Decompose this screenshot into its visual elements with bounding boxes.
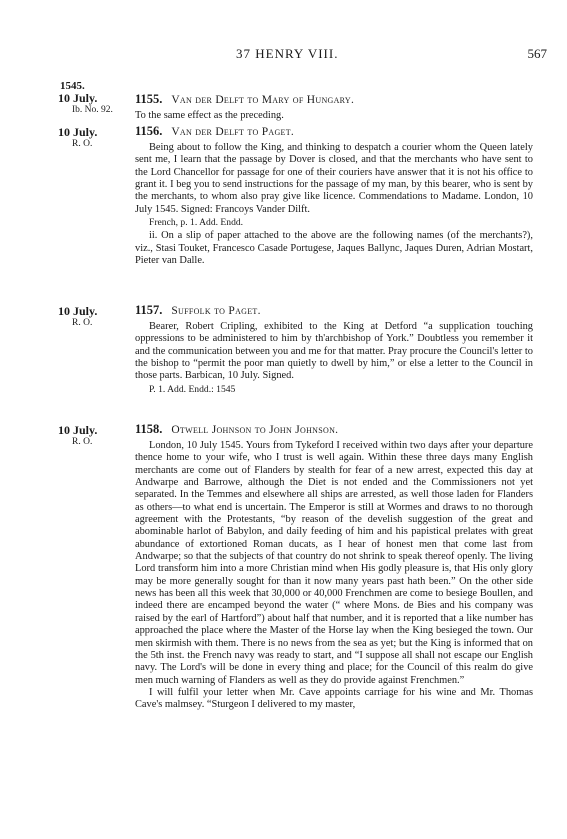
entry-paragraph: To the same effect as the preceding. <box>135 110 284 121</box>
margin-note-1158 <box>58 424 120 448</box>
running-header <box>0 46 567 62</box>
entry-paragraph: Being about to follow the King, and thinking to despatch a courier whom the Queen lately sent me, I learn that the passage by Dover is closed, and that the merchants who have sent to the Lord Chancellor for passage for one of their couriers have answer that it is not his office to grant it. I beg you to send instructions for the passage of my man, by this bearer, who is sent by the merchants, to whom also pray give like licence. Commendations to Madame. London, 10 July 1545. Signed: Francoys Vander Dilft. <box>135 142 533 215</box>
entry-note: P. 1. Add. Endd.: 1545 <box>149 383 236 395</box>
entry-1155 <box>135 92 533 122</box>
entry-1157 <box>135 303 533 397</box>
entry-number: 1156. <box>135 124 163 138</box>
entry-note: French, p. 1. Add. Endd. <box>149 217 244 229</box>
entry-number: 1157. <box>135 303 163 317</box>
margin-note-1155 <box>58 80 120 116</box>
margin-ref: R. O. <box>72 318 93 328</box>
entry-paragraph: Bearer, Robert Cripling, exhibited to the King at Detford “a supplication touching oppressions to be administered to him by th'archbishop of York.” Doubtless you remember it and the communication between you and me for that matter. Pray procure the Council's letter to the bishop to “permit the poor man quietly to dwell by him,” or else a letter to the Council in those parts. Barbican, 10 July. Signed. <box>135 321 533 382</box>
entry-heading <box>135 124 533 139</box>
entry-paragraph: I will fulfil your letter when Mr. Cave appoints carriage for his wine and Mr. Thomas Cave's malmsey. “Sturgeon I delivered to my master, <box>135 686 533 711</box>
entry-subparagraph: ii. On a slip of paper attached to the above are the following names (of the merchants?), viz., Stasi Touket, Francesco Casade Portugese, Jaques Ballync, Jaques Duren, Adrian Mostart, Pieter van Dalle. <box>135 230 533 267</box>
entry-number: 1155. <box>135 92 163 106</box>
entry-heading <box>135 92 533 107</box>
entry-heading <box>135 303 533 318</box>
entry-1158 <box>135 422 533 712</box>
margin-date: 10 July. <box>58 423 98 437</box>
margin-date: 10 July. <box>58 91 98 105</box>
entry-title: Otwell Johnson to John Johnson. <box>171 424 339 436</box>
entry-title: Van der Delft to Paget. <box>171 126 295 138</box>
margin-date: 10 July. <box>58 125 98 139</box>
margin-year: 1545. <box>60 80 85 92</box>
entry-paragraph: London, 10 July 1545. Yours from Tykeford I received within two days after your departure thence home to your wife, who I trust is well again. Within these three days many English merchants are come out of Flanders by stealth for fear of a new arrest, expected this day at Andwarpe and Barrowe, although the Diet is not ended and the Commissioners not yet separated. In the Temmes and elsewhere all ships are arrested, as well those laden for Flanders as others—to what end is uncertain. The Emperor is still at Wormes and draws to no thorough agreement with the Protestants, “by reason of the develish suggestion of the great and abominable harlot of Babylon, and daily feeding of him and his papistical prelates with great abundance of extortioned Roman ducats, as I hear of honest men that come last from Andwarpe; so that the subjects of that country do not shrink to speak thereof openly. The living Lord transform him into a more Christian mind when His godly pleasure is, that His only glory may be more generally sought for than it now many years past hath been.” On the other side news has been all this week that 30,000 or 40,000 Frenchmen are come to besiege Boullen, and indeed there are encamped beyond the water (“ where Mons. de Bies and his company was raised by the earl of Hartford”) about half that number, and it is reported that a like number has approached the place where the Master of the Horse lay when the King besieged the town. Our men skirmish with them. There is no news from the sea as yet; but the King is informed that on the 5th inst. the French navy was ready to start, and “I suppose all shall not escape our English navy. The Lord's will be done in every thing and place; for the Council of this realm do give men much warning of Flanders as well as they do provide against Frenchmen.” <box>135 440 533 686</box>
margin-ref: R. O. <box>72 139 93 149</box>
running-title: 37 HENRY VIII. <box>236 46 339 61</box>
entry-number: 1158. <box>135 422 163 436</box>
page-number: 567 <box>527 46 547 61</box>
entry-heading <box>135 422 533 437</box>
margin-date: 10 July. <box>58 304 98 318</box>
margin-ref: R. O. <box>72 437 93 447</box>
entry-1156 <box>135 124 533 267</box>
margin-note-1156 <box>58 126 120 150</box>
entry-title: Suffolk to Paget. <box>171 305 261 317</box>
margin-note-1157 <box>58 305 120 329</box>
entry-title: Van der Delft to Mary of Hungary. <box>171 94 355 106</box>
margin-ref: Ib. No. 92. <box>72 105 113 115</box>
